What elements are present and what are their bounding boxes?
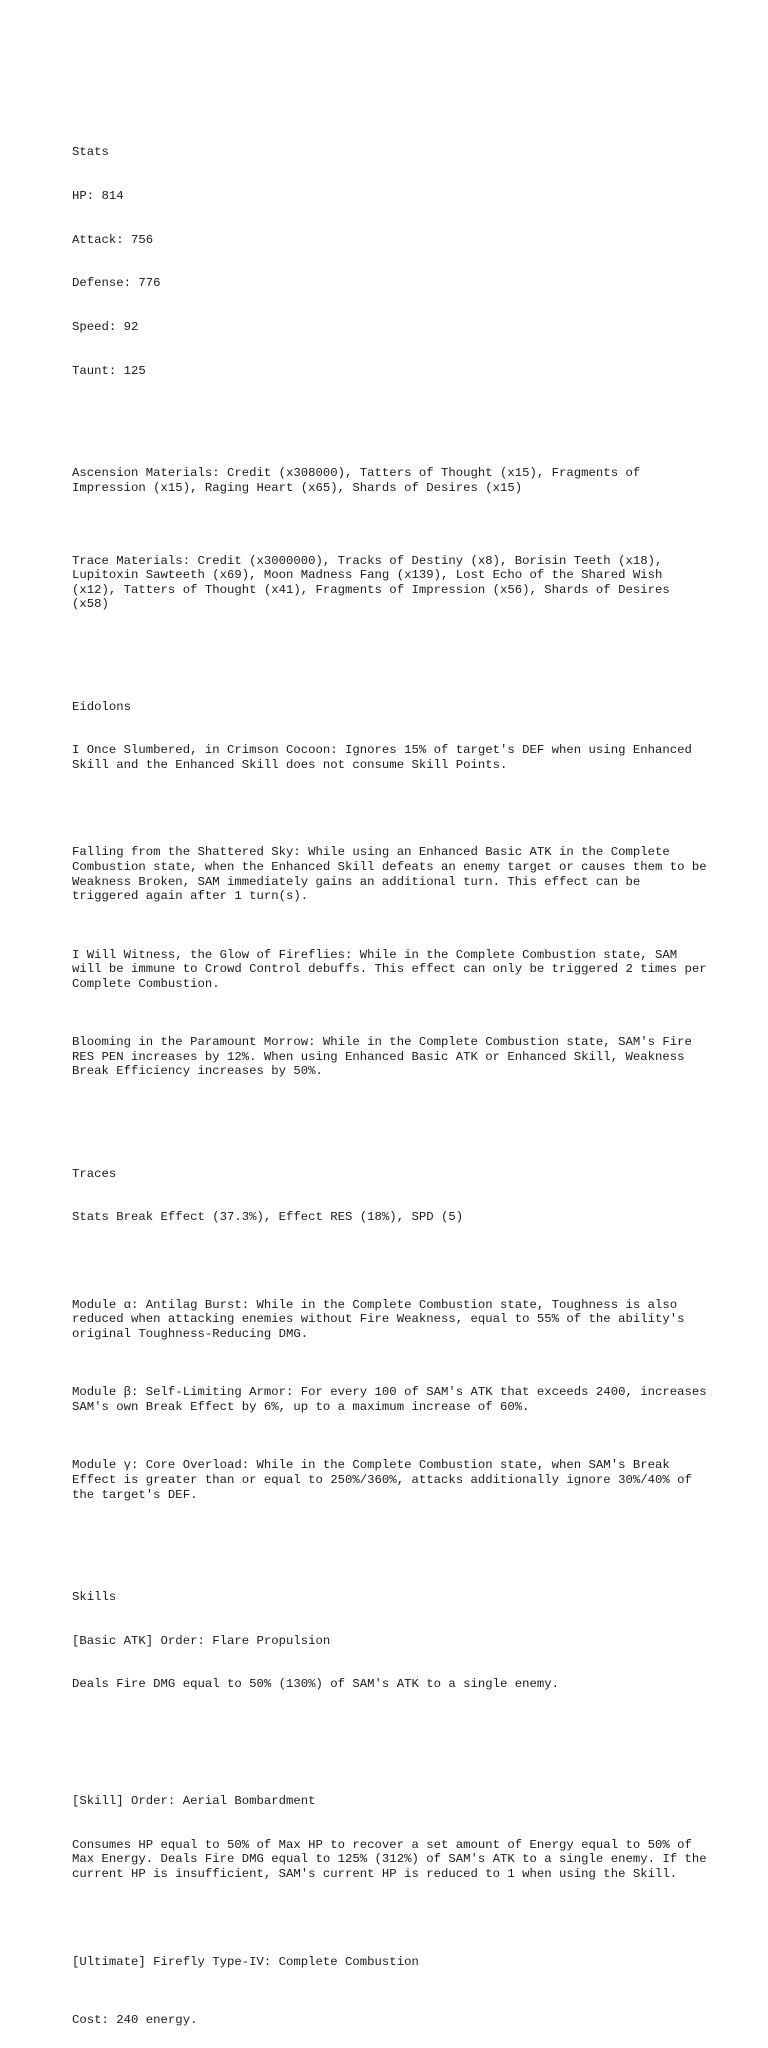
skill-desc: Consumes HP equal to 50% of Max HP to recover a set amount of Energy equal to 50% of Max Energy. Deals Fire DMG equal to 125% (312%) of SAM's ATK to a single enemy. If the current HP is insufficient, SAM's current HP is reduced to 1 when using the Skill. [72, 1837, 715, 1882]
trace-materials: Trace Materials: Credit (x3000000), Tracks of Destiny (x8), Borisin Teeth (x18), Lupitoxin Sawteeth (x69), Moon Madness Fang (x139), Lost Echo of the Shared Wish (x12), Tatters of Thought (x41), Fragments of Impression (x56), Shards of Desires (x58) [72, 553, 678, 612]
stat-hp: HP: 814 [72, 188, 124, 203]
document-page [72, 72, 715, 2048]
trace-module-alpha: Module α: Antilag Burst: While in the Complete Combustion state, Toughness is also reduced when attacking enemies without Fire Weakness, equal to 55% of the ability's original Toughness-Reducing DMG. [72, 1297, 692, 1342]
stat-attack: Attack: 756 [72, 232, 154, 247]
stat-defense: Defense: 776 [72, 276, 161, 291]
skills-section [72, 1561, 712, 1722]
ascension-materials: Ascension Materials: Credit (x308000), Tatters of Thought (x15), Fragments of Impression (x15), Raging Heart (x65), Shards of Desires (x15) [72, 466, 648, 495]
trace-module-gamma: Module γ: Core Overload: While in the Complete Combustion state, when SAM's Break Effect is greater than or equal to 250%/360%, attacks additionally ignore 30%/40% of the target's DEF. [72, 1458, 700, 1502]
eidolons-heading: Eidolons [72, 699, 132, 714]
eidolons-section [72, 670, 712, 801]
skill-title: [Skill] Order: Aerial Bombardment [72, 1794, 316, 1809]
stat-speed: Speed: 92 [72, 320, 139, 335]
eidolon-1: I Once Slumbered, in Crimson Cocoon: Ignores 15% of target's DEF when using Enhanced Skill and the Enhanced Skill does not consume Skill Points. [72, 743, 700, 772]
basic-atk-title: [Basic ATK] Order: Flare Propulsion [72, 1633, 331, 1648]
ultimate-cost: Cost: 240 energy. [72, 2012, 198, 2027]
traces-section [72, 1137, 712, 1254]
traces-stats: Stats Break Effect (37.3%), Effect RES (18%), SPD (5) [72, 1210, 464, 1225]
ultimate-title: [Ultimate] Firefly Type-IV: Complete Combustion [72, 1954, 419, 1969]
stat-taunt: Taunt: 125 [72, 363, 146, 378]
skills-heading: Skills [72, 1589, 117, 1604]
traces-heading: Traces [72, 1166, 117, 1181]
skill-block [72, 1765, 715, 1911]
trace-module-beta: Module β: Self-Limiting Armor: For every 100 of SAM's ATK that exceeds 2400, increases SAM's own Break Effect by 6%, up to a maximum increase of 60%. [72, 1385, 715, 1415]
stats-heading: Stats [72, 144, 109, 159]
eidolon-2: Falling from the Shattered Sky: While using an Enhanced Basic ATK in the Complete Combustion state, when the Enhanced Skill defeats an enemy target or causes them to be Weakness Broken, SAM immediately gains an additional turn. This effect can be triggered again after 1 turn(s). [72, 845, 715, 904]
stats-section [72, 116, 712, 408]
eidolon-3: I Will Witness, the Glow of Fireflies: While in the Complete Combustion state, SAM will be immune to Crowd Control debuffs. This effect can only be triggered 2 times per Complete Combustion. [72, 947, 715, 991]
eidolon-4: Blooming in the Paramount Morrow: While in the Complete Combustion state, SAM's Fire RES PEN increases by 12%. When using Enhanced Basic ATK or Enhanced Skill, Weakness Break Efficiency increases by 50%. [72, 1035, 700, 1079]
basic-atk-desc: Deals Fire DMG equal to 50% (130%) of SAM's ATK to a single enemy. [72, 1677, 560, 1692]
